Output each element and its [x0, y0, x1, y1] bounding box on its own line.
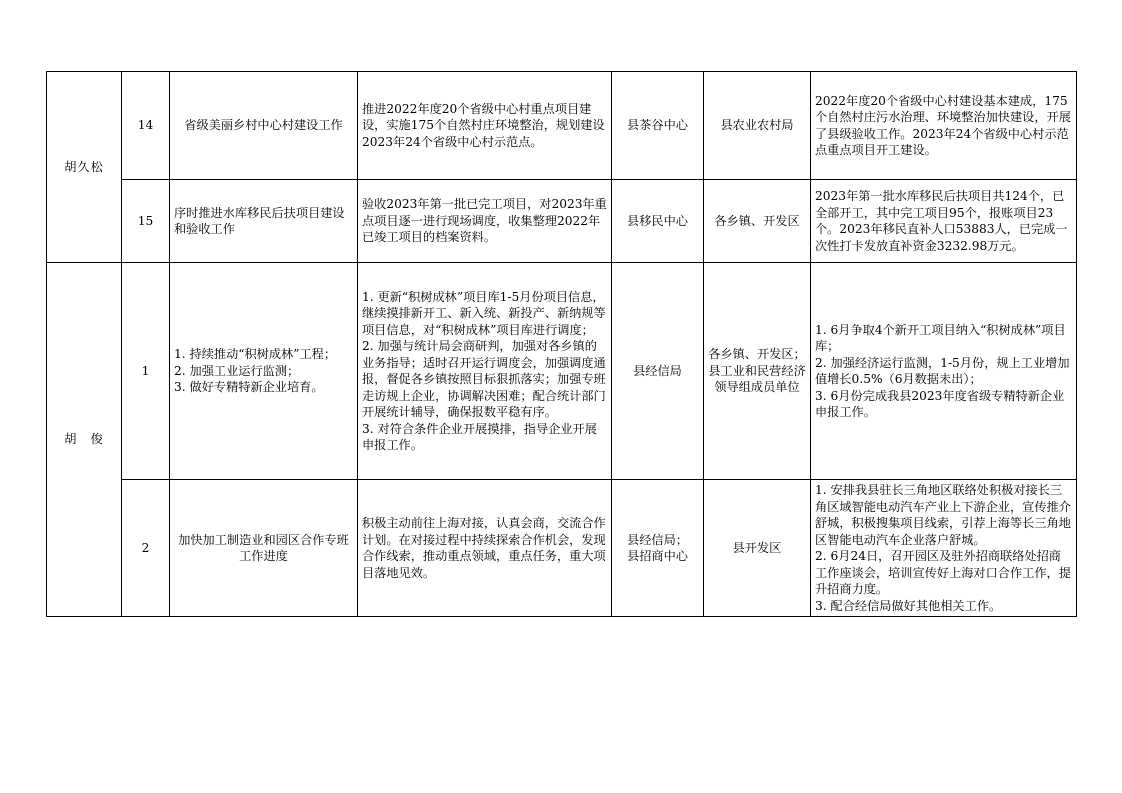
task-line: 1. 持续推动“积树成林”工程； — [174, 347, 337, 362]
lead-unit-text: 县移民中心 — [627, 213, 688, 228]
task-cell — [170, 72, 358, 180]
measures-cell — [358, 180, 612, 263]
measures-text: 推进2022年度20个省级中心村重点项目建设，实施175个自然村庄环境整治，规划建设2023年24个省级中心村示范点。 — [362, 101, 605, 149]
progress-line: 1. 安排我县驻长三角地区联络处积极对接长三角区域智能电动汽车产业上下游企业，宣传推介舒城，积极搜集项目线索，引荐上海等长三角地区智能电动汽车企业落户舒城。 — [815, 483, 1071, 547]
measures-cell — [358, 263, 612, 480]
item-number: 2 — [141, 540, 150, 555]
progress-line: 3. 配合经信局做好其他相关工作。 — [815, 598, 1002, 613]
work-progress-table — [46, 71, 1077, 617]
progress-cell — [811, 72, 1077, 180]
coop-unit-line: 县工业和民营经济领导组成员单位 — [708, 363, 806, 395]
item-number-cell — [122, 180, 170, 263]
measures-line: 2. 加强与统计局会商研判，加强对各乡镇的业务指导；适时召开运行调度会，加强调度通报，督促各乡镇按照目标狠抓落实；加强专班走访规上企业，协调解决困难；配合统计部门开展统计辅导，确保报数平稳有序。 — [362, 339, 606, 419]
task-text: 省级美丽乡村中心村建设工作 — [184, 118, 343, 133]
coop-unit-text: 各乡镇、开发区 — [714, 213, 800, 228]
measures-text: 验收2023年第一批已完工项目，对2023年重点项目逐一进行现场调度，收集整理2022年已竣工项目的档案资料。 — [362, 197, 607, 245]
coop-unit-cell — [704, 263, 811, 480]
lead-unit-cell — [612, 263, 704, 480]
coop-unit-line: 各乡镇、开发区； — [708, 347, 806, 362]
lead-unit-line: 县招商中心 — [627, 549, 688, 563]
progress-line: 1. 6月争取4个新开工项目纳入“积树成林”项目库； — [815, 322, 1066, 353]
task-cell — [170, 180, 358, 263]
measures-line: 3. 对符合条件企业开展摸排，指导企业开展申报工作。 — [362, 421, 597, 452]
item-number-cell — [122, 72, 170, 180]
task-text: 序时推进水库移民后扶项目建设和验收工作 — [174, 205, 345, 236]
progress-text: 2022年度20个省级中心村建设基本建成，175个自然村庄污水治理、环境整治加快建设，开展了县级验收工作。2023年24个省级中心村示范点重点项目开工建设。 — [815, 93, 1071, 157]
progress-line: 3. 6月份完成我县2023年度省级专精特新企业申报工作。 — [815, 388, 1065, 419]
task-text: 加快加工制造业和园区合作专班工作进度 — [178, 532, 349, 563]
item-number-cell — [122, 263, 170, 480]
progress-cell — [811, 180, 1077, 263]
coop-unit-text: 县农业农村局 — [720, 118, 794, 133]
task-cell — [170, 263, 358, 480]
progress-cell — [811, 480, 1077, 617]
person-name: 胡 俊 — [64, 432, 104, 447]
lead-unit-cell — [612, 180, 704, 263]
table-row — [47, 480, 1077, 617]
lead-unit-cell — [612, 72, 704, 180]
item-number-cell — [122, 480, 170, 617]
coop-unit-cell — [704, 72, 811, 180]
measures-cell — [358, 72, 612, 180]
progress-cell — [811, 263, 1077, 480]
lead-unit-text: 县茶谷中心 — [627, 118, 688, 133]
measures-line: 1. 更新“积树成林”项目库1-5月份项目信息，继续摸排新开工、新入统、新投产、新纳规等项目信息，对“积树成林”项目库进行调度； — [362, 289, 606, 337]
lead-unit-text: 县经信局 — [633, 363, 682, 378]
progress-line: 2. 6月24日，召开园区及驻外招商联络处招商工作座谈会，培训宣传好上海对口合作工作，提升招商力度。 — [815, 549, 1071, 596]
task-line: 3. 做好专精特新企业培育。 — [174, 380, 324, 395]
coop-unit-cell — [704, 180, 811, 263]
coop-unit-cell — [704, 480, 811, 617]
coop-unit-text: 县开发区 — [732, 540, 782, 555]
lead-unit-cell — [612, 480, 704, 617]
table-row — [47, 180, 1077, 263]
task-line: 2. 加强工业运行监测； — [174, 363, 300, 378]
person-name: 胡久松 — [64, 159, 104, 174]
progress-line: 2. 加强经济运行监测，1-5月份，规上工业增加值增长0.5%（6月数据未出）； — [815, 355, 1070, 386]
progress-text: 2023年第一批水库移民后扶项目共124个，已全部开工，其中完工项目95个，报账项目23个。2023年移民直补人口53883人，已完成一次性打卡发放直补资金3232.98万元。 — [815, 189, 1068, 253]
table-row — [47, 263, 1077, 480]
measures-text: 积极主动前往上海对接，认真会商，交流合作计划。在对接过程中持续探索合作机会，发现合作线索，推动重点领域，重点任务，重大项目落地见效。 — [362, 516, 606, 580]
lead-unit-line: 县经信局； — [627, 532, 688, 547]
responsible-person-cell — [47, 263, 122, 617]
table-row — [47, 72, 1077, 180]
item-number: 14 — [137, 118, 154, 133]
item-number: 1 — [141, 363, 150, 378]
measures-cell — [358, 480, 612, 617]
task-cell — [170, 480, 358, 617]
responsible-person-cell — [47, 72, 122, 263]
item-number: 15 — [137, 213, 154, 228]
